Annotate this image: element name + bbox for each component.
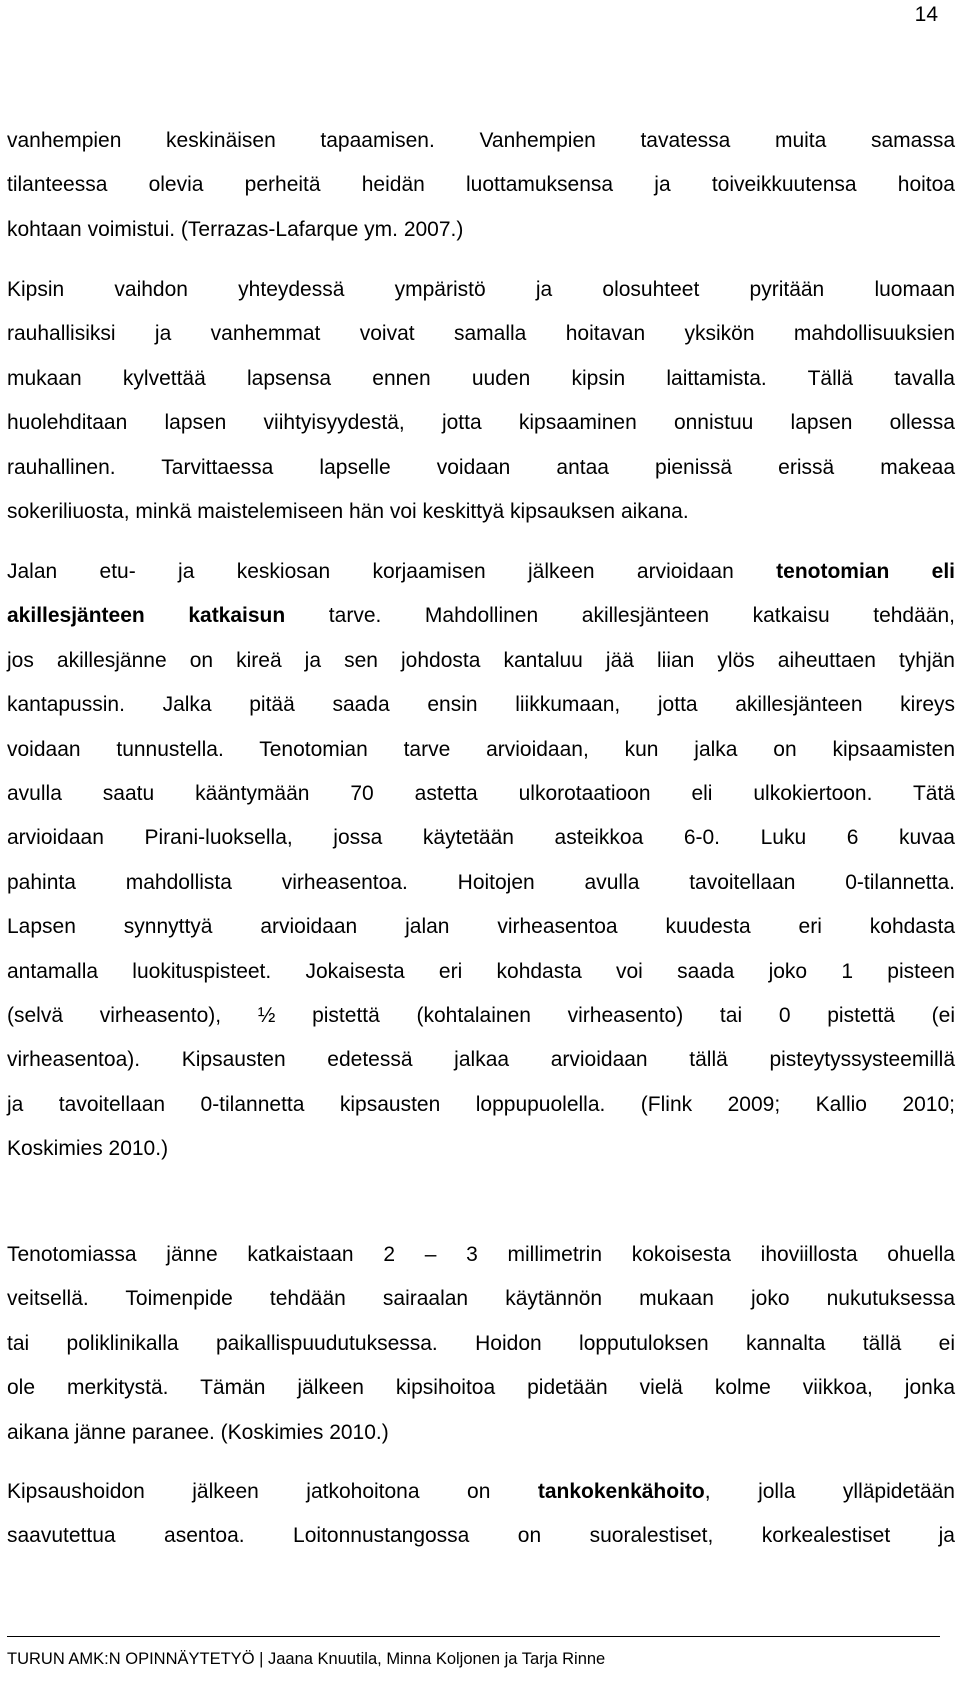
text-line: jos akillesjänne on kireä ja sen johdosta kantaluu jää liian ylös aiheuttaen tyhjän (7, 648, 955, 672)
text-run: tarve. Mahdollinen akillesjänteen katkaisu tehdään, (285, 604, 955, 628)
text-line: huolehditaan lapsen viihtyisyydestä, jotta kipsaaminen onnistuu lapsen ollessa (7, 411, 955, 435)
bold-term: tenotomian eli (776, 560, 955, 583)
text-line: rauhallisiksi ja vanhemmat voivat samalla hoitavan yksikön mahdollisuuksien (7, 322, 955, 346)
page-footer: TURUN AMK:N OPINNÄYTETYÖ | Jaana Knuutila, Minna Koljonen ja Tarja Rinne (7, 1636, 940, 1670)
text-line: Kipsin vaihdon yhteydessä ympäristö ja olosuhteet pyritään luomaan (7, 278, 955, 301)
text-line: tilanteessa olevia perheitä heidän luottamuksensa ja toiveikkuutensa hoitoa (7, 173, 955, 197)
text-line: mukaan kylvettää lapsensa ennen uuden kipsin laittamista. Tällä tavalla (7, 366, 955, 390)
text-line: Tenotomiassa jänne katkaistaan 2 – 3 millimetrin kokoisesta ihoviillosta ohuella (7, 1243, 955, 1266)
paragraph-2 (7, 268, 955, 534)
text-line: arvioidaan Pirani-luoksella, jossa käytetään asteikkoa 6-0. Luku 6 kuvaa (7, 826, 955, 850)
text-line: tai poliklinikalla paikallispuudutuksessa. Hoidon lopputuloksen kannalta tällä ei (7, 1331, 955, 1355)
text-line: Lapsen synnyttyä arvioidaan jalan virheasentoa kuudesta eri kohdasta (7, 915, 955, 939)
text-line: pahinta mahdollista virheasentoa. Hoitojen avulla tavoitellaan 0-tilannetta. (7, 870, 955, 894)
text-line: Koskimies 2010.) (7, 1137, 169, 1161)
text-line: antamalla luokituspisteet. Jokaisesta eri kohdasta voi saada joko 1 pisteen (7, 959, 955, 983)
text-line: virheasentoa). Kipsausten edetessä jalkaa arvioidaan tällä pisteytyssysteemillä (7, 1048, 955, 1072)
bold-term: tankokenkähoito (537, 1480, 705, 1503)
text-line: voidaan tunnustella. Tenotomian tarve arvioidaan, kun jalka on kipsaamisten (7, 737, 955, 761)
paragraph-3 (7, 550, 955, 1171)
text-run: Kipsaushoidon jälkeen jatkohoitona on (7, 1480, 538, 1503)
text-line: kohtaan voimistui. (Terrazas-Lafarque ym. 2007.) (7, 217, 464, 241)
paragraph-5 (7, 1470, 955, 1559)
text-line: veitsellä. Toimenpide tehdään sairaalan käytännön mukaan joko nukutuksessa (7, 1287, 955, 1311)
paragraph-4 (7, 1233, 955, 1455)
text-line (7, 594, 955, 638)
text-line (7, 1470, 955, 1514)
text-line: aikana jänne paranee. (Koskimies 2010.) (7, 1420, 389, 1444)
text-line (7, 550, 955, 594)
text-line: kantapussin. Jalka pitää saada ensin liikkumaan, jotta akillesjänteen kireys (7, 693, 955, 717)
bold-term: akillesjänteen katkaisun (7, 604, 286, 628)
text-line: saavutettua asentoa. Loitonnustangossa on suoralestiset, korkealestiset ja (7, 1524, 955, 1548)
text-run: , jolla ylläpidetään (704, 1480, 955, 1503)
text-line: rauhallinen. Tarvittaessa lapselle voidaan antaa pienissä erissä makeaa (7, 455, 955, 479)
text-line: ole merkitystä. Tämän jälkeen kipsihoitoa pidetään vielä kolme viikkoa, jonka (7, 1376, 955, 1400)
text-run: Jalan etu- ja keskiosan korjaamisen jälkeen arvioidaan (7, 560, 777, 583)
paragraph-1 (7, 119, 955, 252)
text-line: (selvä virheasento), ½ pistettä (kohtalainen virheasento) tai 0 pistettä (ei (7, 1003, 955, 1027)
page-number: 14 (914, 3, 938, 26)
text-line: vanhempien keskinäisen tapaamisen. Vanhempien tavatessa muita samassa (7, 129, 955, 152)
text-line: sokeriliuosta, minkä maistelemiseen hän voi keskittyä kipsauksen aikana. (7, 499, 689, 523)
text-line: avulla saatu kääntymään 70 astetta ulkorotaatioon eli ulkokiertoon. Tätä (7, 781, 955, 805)
text-line: ja tavoitellaan 0-tilannetta kipsausten loppupuolella. (Flink 2009; Kallio 2010; (7, 1092, 955, 1116)
